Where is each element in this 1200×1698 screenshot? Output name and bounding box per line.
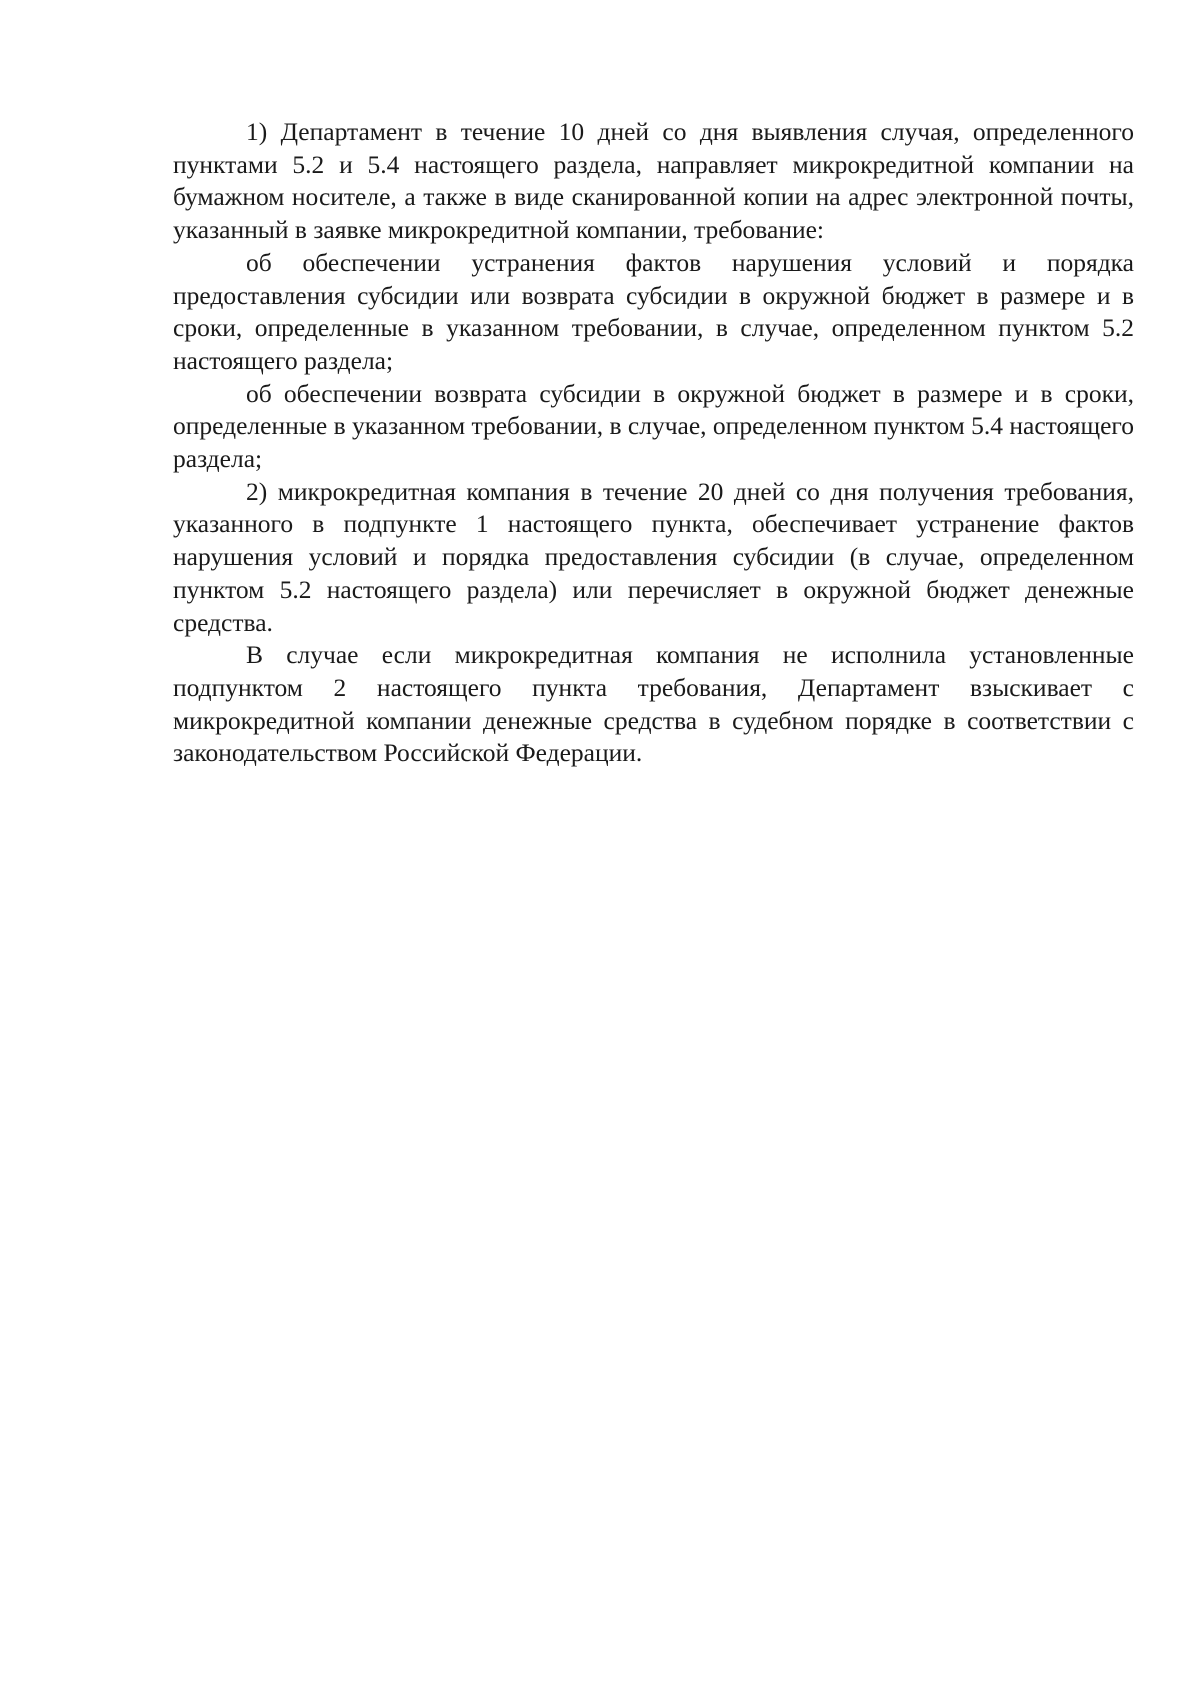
paragraph-company-obligation: 2) микрокредитная компания в течение 20 дней со дня получения требования, указанного в подпункте 1 настоящего пункта, обеспечивает устранение фактов нарушения условий и порядка предоставления субсидии (в случае, определенном пунктом 5.2 настоящего раздела) или перечисляет в окружной бюджет денежные средства. bbox=[173, 476, 1134, 637]
paragraph-court-recovery: В случае если микрокредитная компания не исполнила установленные подпунктом 2 настоящего пункта требования, Департамент взыскивает с микрокредитной компании денежные средства в судебном порядке в соответствии с законодательством Российской Федерации. bbox=[173, 640, 1134, 768]
paragraph-violation-remedy: об обеспечении устранения фактов нарушения условий и порядка предоставления субсидии или возврата субсидии в окружной бюджет в размере и в сроки, определенные в указанном требовании, в случае, определенном пунктом 5.2 настоящего раздела; bbox=[173, 247, 1134, 375]
paragraph-department-notice: 1) Департамент в течение 10 дней со дня выявления случая, определенного пунктами 5.2 и 5.4 настоящего раздела, направляет микрокредитной компании на бумажном носителе, а также в виде сканированной копии на адрес электронной почты, указанный в заявке микрокредитной компании, требование: bbox=[173, 117, 1134, 245]
document-body bbox=[173, 116, 1134, 770]
paragraph-subsidy-return: об обеспечении возврата субсидии в окружной бюджет в размере и в сроки, определенные в указанном требовании, в случае, определенном пунктом 5.4 настоящего раздела; bbox=[173, 378, 1134, 474]
